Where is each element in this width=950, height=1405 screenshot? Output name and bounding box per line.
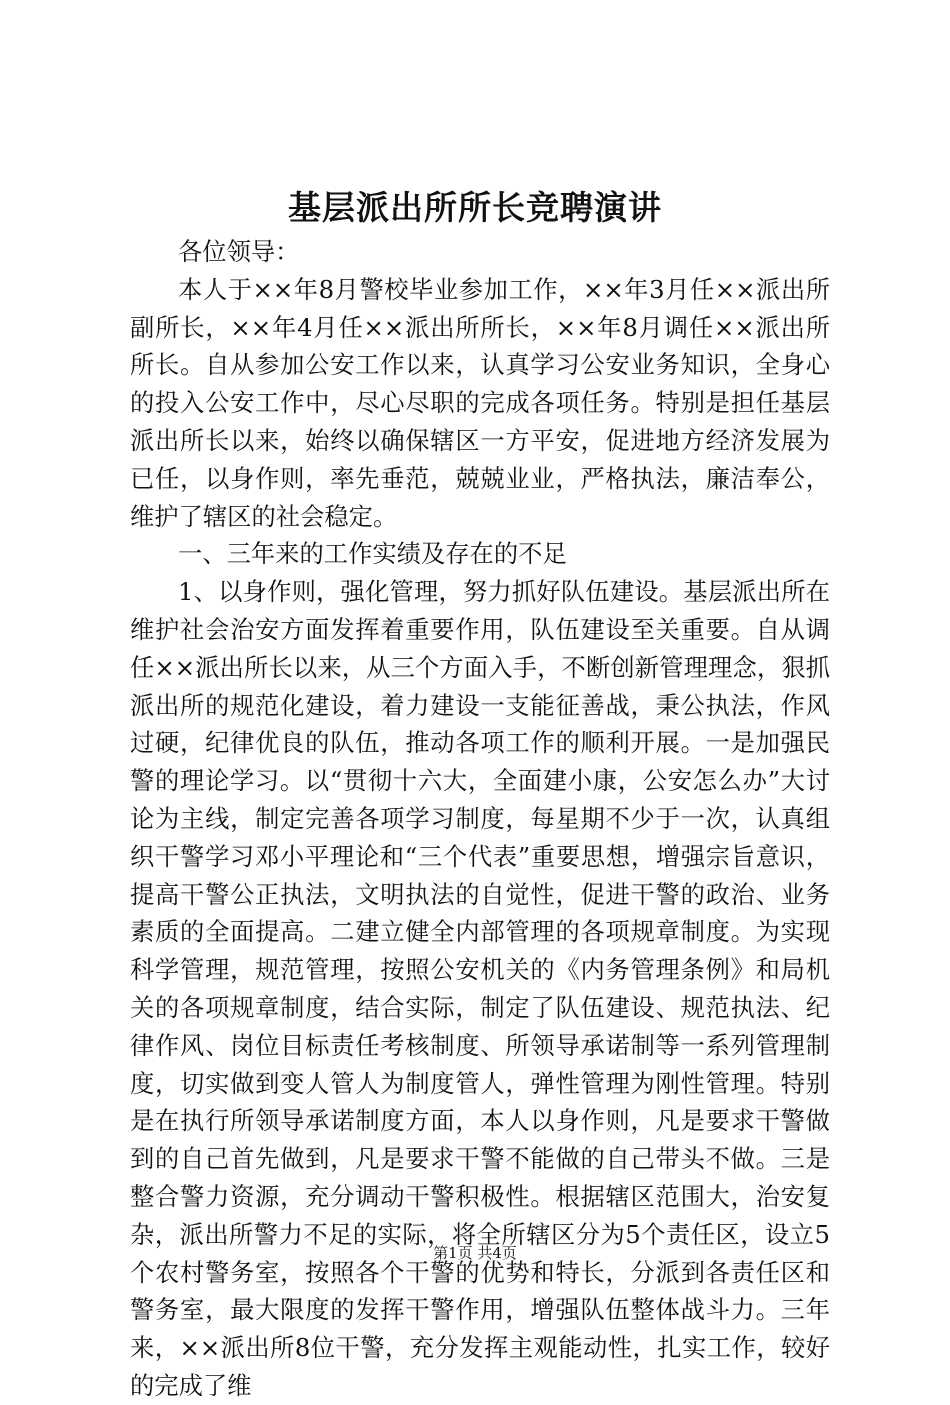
document-body bbox=[130, 233, 830, 1405]
body-paragraph: 1、以身作则，强化管理，努力抓好队伍建设。基层派出所在维护社会治安方面发挥着重要作用，队伍建设至关重要。自从调任××派出所长以来，从三个方面入手，不断创新管理理念，狠抓派出所的规范化建设，着力建设一支能征善战，秉公执法，作风过硬，纪律优良的队伍，推动各项工作的顺利开展。一是加强民警的理论学习。以“贯彻十六大，全面建小康，公安怎么办”大讨论为主线，制定完善各项学习制度，每星期不少于一次，认真组织干警学习邓小平理论和“三个代表”重要思想，增强宗旨意识，提高干警公正执法，文明执法的自觉性，促进干警的政治、业务素质的全面提高。二建立健全内部管理的各项规章制度。为实现科学管理，规范管理，按照公安机关的《内务管理条例》和局机关的各项规章制度，结合实际，制定了队伍建设、规范执法、纪律作风、岗位目标责任考核制度、所领导承诺制等一系列管理制度，切实做到变人管人为制度管人，弹性管理为刚性管理。特别是在执行所领导承诺制度方面，本人以身作则，凡是要求干警做到的自己首先做到，凡是要求干警不能做的自己带头不做。三是整合警力资源，充分调动干警积极性。根据辖区范围大，治安复杂，派出所警力不足的实际，将全所辖区分为5个责任区，设立5个农村警务室，按照各个干警的优势和特长，分派到各责任区和警务室，最大限度的发挥干警作用，增强队伍整体战斗力。三年来，××派出所8位干警，充分发挥主观能动性，扎实工作，较好的完成了维 bbox=[130, 577, 830, 1400]
section-heading: 一、三年来的工作实绩及存在的不足 bbox=[178, 539, 567, 569]
page-number: 第1页 共4页 bbox=[433, 1244, 517, 1262]
document-title: 基层派出所所长竞聘演讲 bbox=[288, 188, 662, 227]
intro-paragraph: 本人于××年8月警校毕业参加工作，××年3月任××派出所副所长，××年4月任××派出所所长，××年8月调任××派出所所长。自从参加公安工作以来，认真学习公安业务知识，全身心的投入公安工作中，尽心尽职的完成各项任务。特别是担任基层派出所长以来，始终以确保辖区一方平安，促进地方经济发展为已任，以身作则，率先垂范，兢兢业业，严格执法，廉洁奉公，维护了辖区的社会稳定。 bbox=[130, 274, 830, 531]
salutation: 各位领导： bbox=[178, 237, 300, 266]
